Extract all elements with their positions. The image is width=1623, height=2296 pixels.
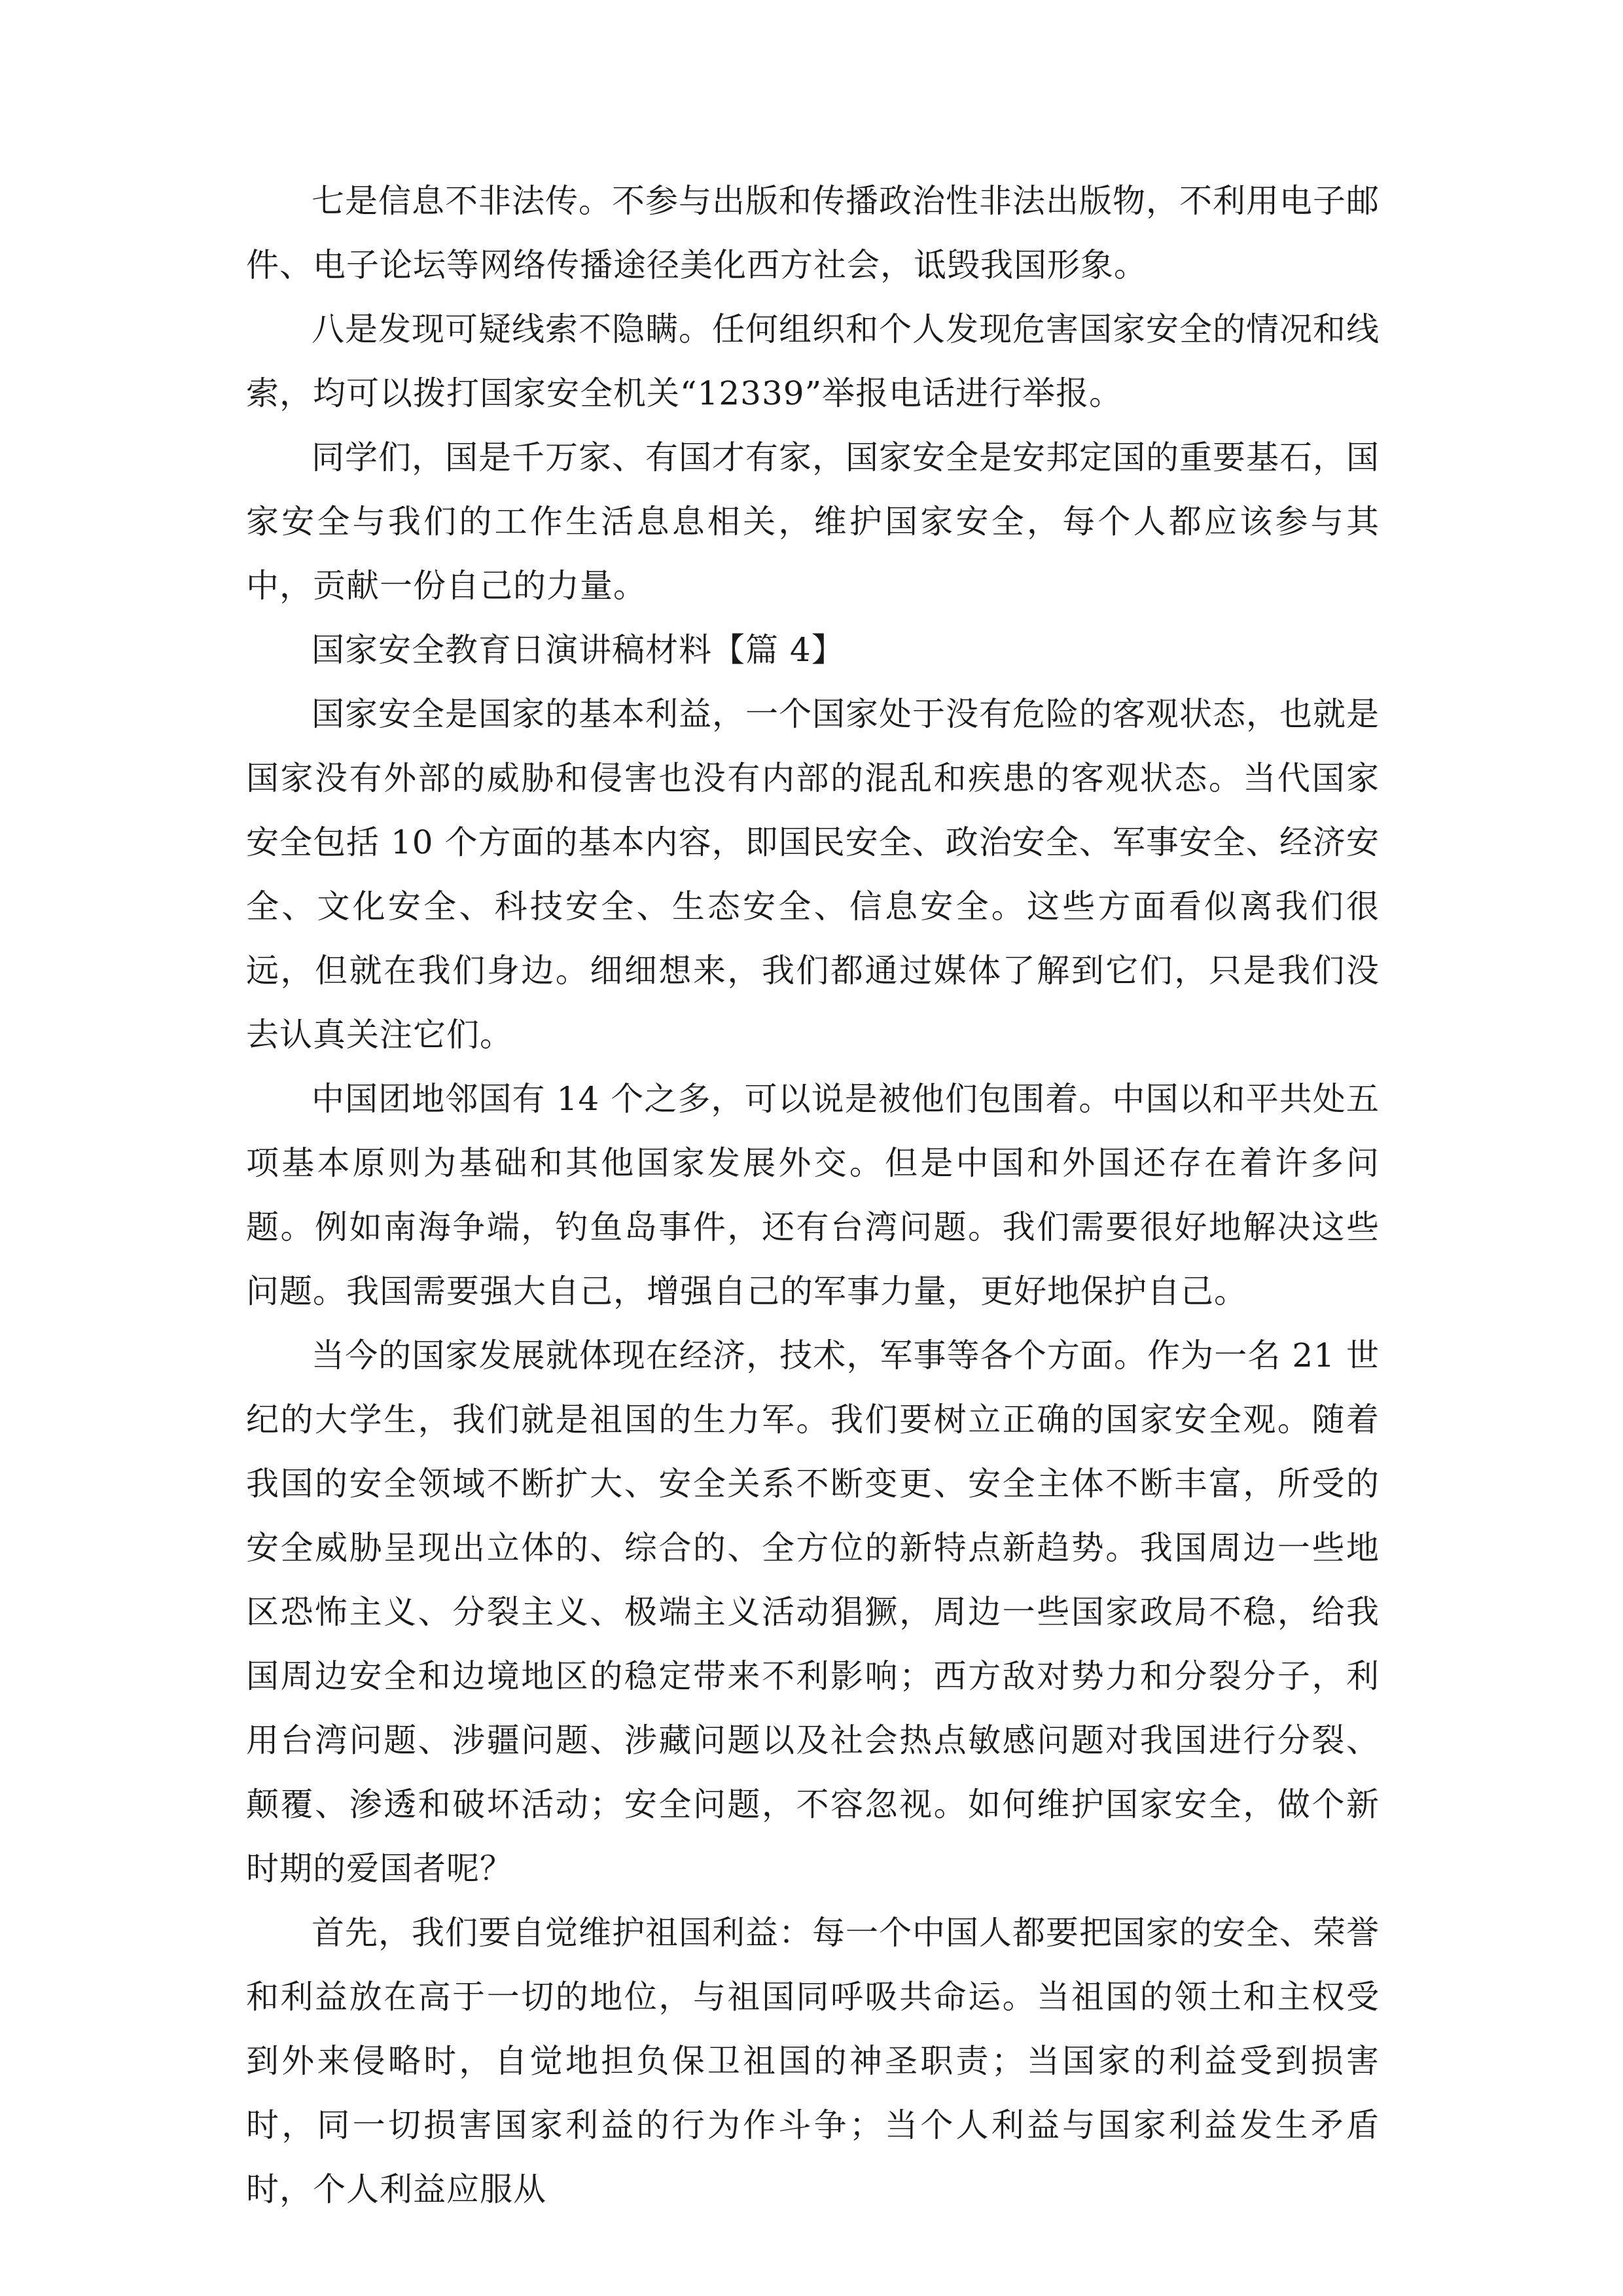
paragraph-item-8: 八是发现可疑线索不隐瞒。任何组织和个人发现危害国家安全的情况和线索，均可以拨打国家安全机关“12339”举报电话进行举报。: [246, 310, 1380, 412]
paragraph-national-security-definition: 国家安全是国家的基本利益，一个国家处于没有危险的客观状态，也就是国家没有外部的威胁和侵害也没有内部的混乱和疾患的客观状态。当代国家安全包括 10 个方面的基本内容，即国民安全、政治安全、军事安全、经济安全、文化安全、科技安全、生态安全、信息安全。这些方面看似离我们很远，但就在我们身边。细细想来，我们都通过媒体了解到它们，只是我们没去认真关注它们。: [246, 695, 1380, 1054]
paragraph-neighbors: 中国团地邻国有 14 个之多，可以说是被他们包围着。中国以和平共处五项基本原则为基础和其他国家发展外交。但是中国和外国还存在着许多问题。例如南海争端，钓鱼岛事件，还有台湾问题。我们需要很好地解决这些问题。我国需要强大自己，增强自己的军事力量，更好地保护自己。: [246, 1080, 1380, 1310]
paragraph-development: 当今的国家发展就体现在经济，技术，军事等各个方面。作为一名 21 世纪的大学生，我们就是祖国的生力军。我们要树立正确的国家安全观。随着我国的安全领域不断扩大、安全关系不断变更、安全主体不断丰富，所受的安全威胁呈现出立体的、综合的、全方位的新特点新趋势。我国周边一些地区恐怖主义、分裂主义、极端主义活动猖獗，周边一些国家政局不稳，给我国周边安全和边境地区的稳定带来不利影响；西方敌对势力和分裂分子，利用台湾问题、涉疆问题、涉藏问题以及社会热点敏感问题对我国进行分裂、颠覆、渗透和破坏活动；安全问题，不容忽视。如何维护国家安全，做个新时期的爱国者呢？: [246, 1336, 1380, 1888]
paragraph-classmates: 同学们，国是千万家、有国才有家，国家安全是安邦定国的重要基石，国家安全与我们的工作生活息息相关，维护国家安全，每个人都应该参与其中，贡献一份自己的力量。: [246, 439, 1380, 605]
paragraph-first-point: 首先，我们要自觉维护祖国利益：每一个中国人都要把国家的安全、荣誉和利益放在高于一切的地位，与祖国同呼吸共命运。当祖国的领土和主权受到外来侵略时，自觉地担负保卫祖国的神圣职责；当国家的利益受到损害时，同一切损害国家利益的行为作斗争；当个人利益与国家利益发生矛盾时，个人利益应服从: [246, 1914, 1380, 2208]
document-body: [246, 169, 1380, 2221]
section-heading: 国家安全教育日演讲稿材料【篇 4】: [312, 631, 845, 669]
paragraph-item-7: 七是信息不非法传。不参与出版和传播政治性非法出版物，不利用电子邮件、电子论坛等网络传播途径美化西方社会，诋毁我国形象。: [246, 182, 1380, 284]
